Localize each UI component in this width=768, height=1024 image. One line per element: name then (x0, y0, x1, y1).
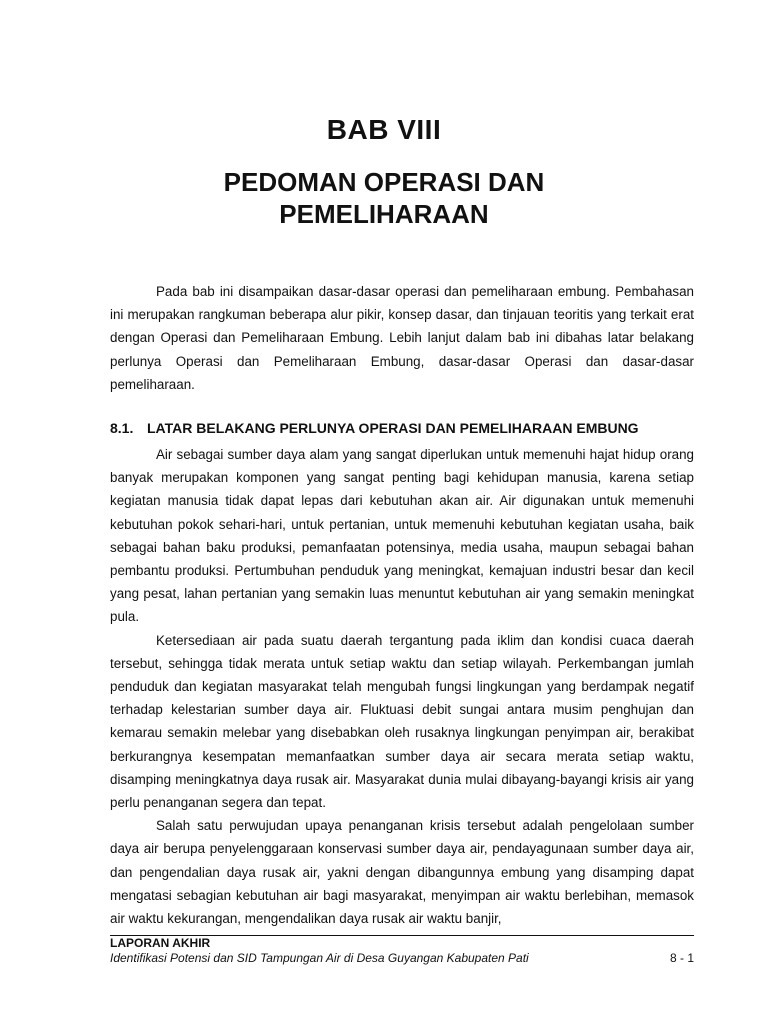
chapter-title (0, 166, 768, 230)
body-paragraph: Ketersediaan air pada suatu daerah tergantung pada iklim dan kondisi cuaca daerah tersebut, sehingga tidak merata untuk setiap waktu dan setiap wilayah. Perkembangan jumlah penduduk dan kegiatan masyarakat telah mengubah fungsi lingkungan yang berdampak negatif terhadap kelestarian sumber daya air. Fluktuasi debit sungai antara musim penghujan dan kemarau semakin melebar yang disebabkan oleh rusaknya lingkungan penyimpan air, berakibat berkurangnya kesempatan memanfaatkan sumber daya air secara merata setiap waktu, disamping meningkatnya daya rusak air. Masyarakat dunia mulai dibayang-bayangi krisis air yang perlu penanganan segera dan tepat. (110, 632, 694, 811)
body-paragraph: Air sebagai sumber daya alam yang sangat diperlukan untuk memenuhi hajat hidup orang banyak merupakan komponen yang sangat penting bagi kehidupan manusia, karena setiap kegiatan manusia tidak dapat lepas dari kebutuhan akan air. Air digunakan untuk memenuhi kebutuhan pokok sehari-hari, untuk pertanian, untuk memenuhi kebutuhan kegiatan usaha, baik sebagai bahan baku produksi, pemanfaatan potensinya, media usaha, maupun sebagai bahan pembantu produksi. Pertumbuhan penduduk yang meningkat, kemajuan industri besar dan kecil yang pesat, lahan pertanian yang semakin luas menuntut kebutuhan air yang semakin meningkat pula. (110, 447, 694, 625)
intro-paragraph-block (110, 280, 694, 396)
page-number: 8 - 1 (669, 951, 694, 965)
footer-subtitle: Identifikasi Potensi dan SID Tampungan Air di Desa Guyangan Kabupaten Pati (110, 951, 529, 965)
intro-paragraph: Pada bab ini disampaikan dasar-dasar operasi dan pemeliharaan embung. Pembahasan ini merupakan rangkuman beberapa alur pikir, konsep dasar, dan tinjauan teoritis yang terkait erat dengan Operasi dan Pemeliharaan Embung. Lebih lanjut dalam bab ini dibahas latar belakang perlunya Operasi dan Pemeliharaan Embung, dasar-dasar Operasi dan dasar-dasar pemeliharaan. (110, 284, 694, 392)
chapter-heading: BAB VIII (326, 114, 442, 145)
section-body (110, 443, 694, 930)
section-heading-text: LATAR BELAKANG PERLUNYA OPERASI DAN PEMELIHARAAN EMBUNG (147, 420, 639, 436)
chapter-title-line2: PEMELIHARAAN (279, 199, 489, 229)
chapter-title-line1: PEDOMAN OPERASI DAN (223, 167, 545, 197)
section-number: 8.1. (110, 420, 134, 436)
section-heading (110, 420, 710, 436)
body-paragraph: Salah satu perwujudan upaya penanganan krisis tersebut adalah pengelolaan sumber daya air berupa penyelenggaraan konservasi sumber daya air, pendayagunaan sumber daya air, dan pengendalian daya rusak air, yakni dengan dibangunnya embung yang disamping dapat mengatasi sebagian kebutuhan air bagi masyarakat, menyimpan air waktu berlebihan, memasok air waktu kekurangan, mengendalikan daya rusak air waktu banjir, (110, 818, 694, 927)
footer-title: LAPORAN AKHIR (110, 936, 211, 950)
